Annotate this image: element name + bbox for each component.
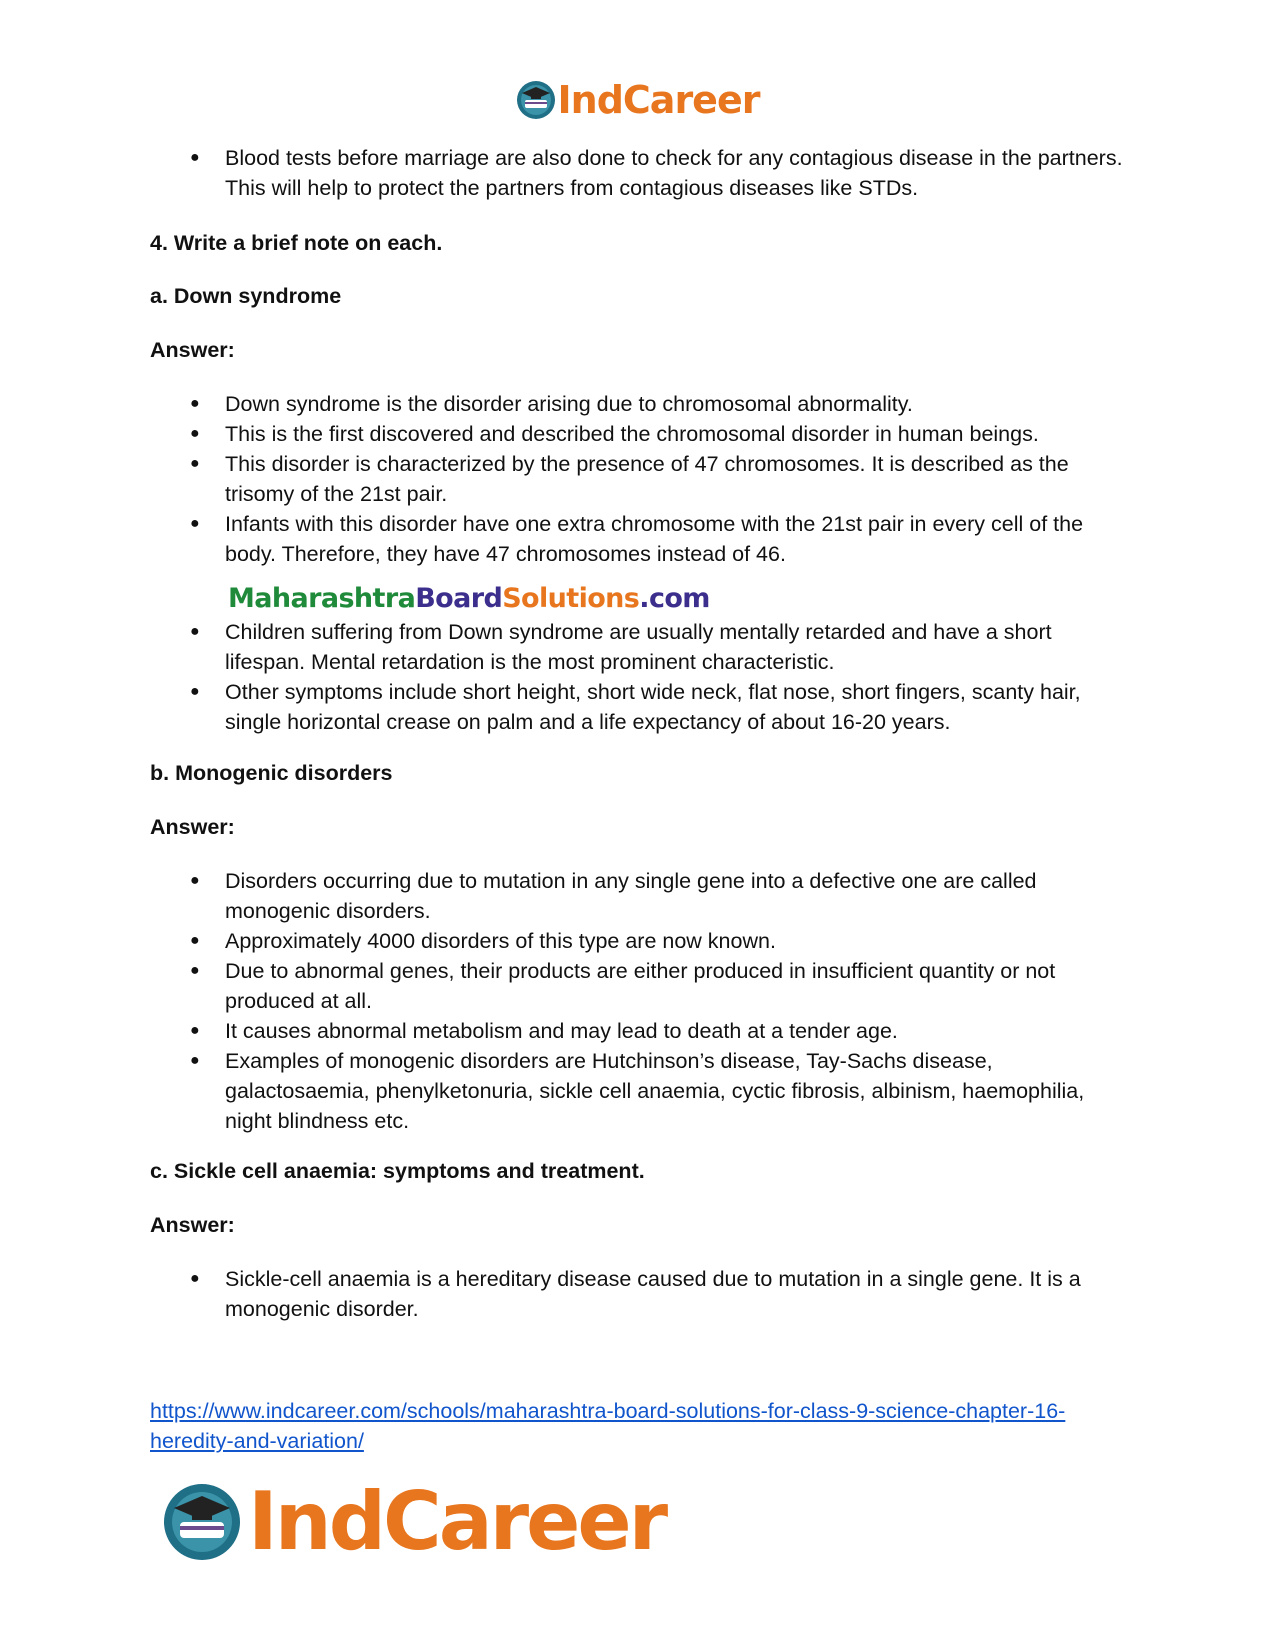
- list-item: ● Sickle-cell anaemia is a hereditary disease caused due to mutation in a single gene. It is a monogenic disorder.: [190, 1267, 1081, 1321]
- list-item: ● Examples of monogenic disorders are Hutchinson’s disease, Tay-Sachs disease, galactosaemia, phenylketonuria, sickle cell anaemia, cyctic fibrosis, albinism, haemophilia, night blindness etc.: [190, 1049, 1085, 1133]
- list-item: ● Infants with this disorder have one extra chromosome with the 21st pair in every cell of the body. Therefore, they have 47 chromosomes instead of 46.: [190, 512, 1084, 566]
- answer-label: Answer:: [150, 815, 235, 839]
- question-heading: 4. Write a brief note on each.: [150, 231, 443, 255]
- list-item: ● Approximately 4000 disorders of this type are now known.: [190, 929, 776, 953]
- list-item: ● Due to abnormal genes, their products are either produced in insufficient quantity or not produced at all.: [190, 959, 1056, 1013]
- header-logo: [0, 78, 1275, 122]
- logo-text: IndCareer: [248, 1475, 666, 1568]
- list-item: ● Blood tests before marriage are also done to check for any contagious disease in the partners. This will help to protect the partners from contagious diseases like STDs.: [190, 146, 1123, 200]
- logo-text: IndCareer: [557, 78, 760, 122]
- answer-label: Answer:: [150, 338, 235, 362]
- intro-list: [150, 143, 1130, 203]
- section-title-monogenic: b. Monogenic disorders: [150, 761, 393, 785]
- graduation-cap-book-icon: [516, 80, 556, 120]
- list-item: ● Other symptoms include short height, short wide neck, flat nose, short fingers, scanty hair, single horizontal crease on palm and a life expectancy of about 16-20 years.: [190, 680, 1081, 734]
- monogenic-list: [150, 866, 1130, 1136]
- section-title-sickle-cell: c. Sickle cell anaemia: symptoms and treatment.: [150, 1159, 645, 1183]
- list-item: ● Down syndrome is the disorder arising due to chromosomal abnormality.: [190, 392, 913, 416]
- footer-logo: [162, 1475, 665, 1568]
- watermark-logo: MaharashtraBoardSolutions.com: [228, 583, 710, 614]
- section-title-down-syndrome: a. Down syndrome: [150, 284, 342, 308]
- list-item: ● It causes abnormal metabolism and may lead to death at a tender age.: [190, 1019, 898, 1043]
- source-url-link[interactable]: https://www.indcareer.com/schools/maharashtra-board-solutions-for-class-9-science-chapter-16-heredity-and-variation/: [150, 1399, 1066, 1453]
- sickle-cell-list: [150, 1264, 1130, 1324]
- down-syndrome-list: [150, 389, 1130, 569]
- graduation-cap-book-icon: [162, 1482, 242, 1562]
- answer-label: Answer:: [150, 1213, 235, 1237]
- list-item: ● Disorders occurring due to mutation in any single gene into a defective one are called monogenic disorders.: [190, 869, 1037, 923]
- list-item: ● Children suffering from Down syndrome are usually mentally retarded and have a short lifespan. Mental retardation is the most prominent characteristic.: [190, 620, 1052, 674]
- list-item: ● This is the first discovered and described the chromosomal disorder in human beings.: [190, 422, 1039, 446]
- down-syndrome-list-continued: [150, 617, 1130, 737]
- list-item: ● This disorder is characterized by the presence of 47 chromosomes. It is described as the trisomy of the 21st pair.: [190, 452, 1069, 506]
